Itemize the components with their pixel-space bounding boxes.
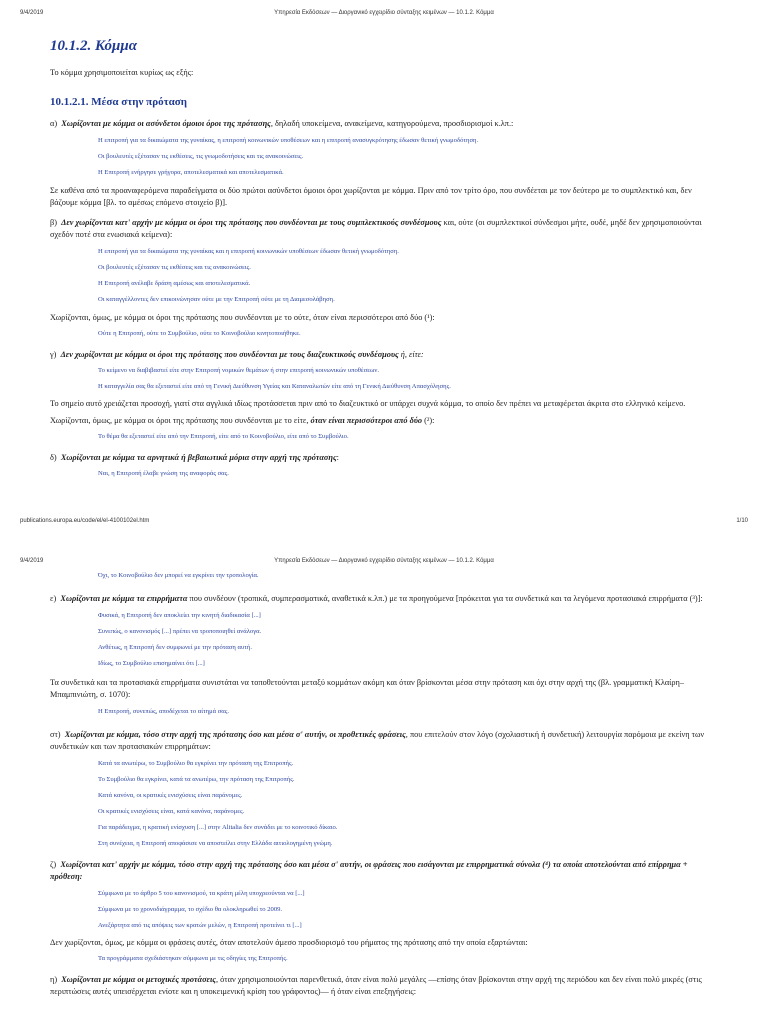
print-title: Υπηρεσία Εκδόσεων — Διοργανικό εγχειρίδιο σύνταξης κειμένων — 10.1.2. Κόμμα: [274, 10, 494, 16]
rule-e-note: Τα συνδετικά και τα προτασιακά επιρρήματα συνιστάται να τοποθετούνται μεταξύ κομμάτων ακόμη και όταν βρίσκονται μέσα στην πρόταση και όχι στην αρχή της (βλ. γραμματική Κλαίρη–Μπαμπινιώτη, σ. 1070):: [50, 678, 685, 699]
example-line: Το Συμβούλιο θα εγκρίνει, κατά τα ανωτέρω, την πρόταση της Επιτροπής.: [98, 776, 295, 783]
example-line: Κατά κανόνα, οι κρατικές ενισχύσεις είναι παράνομες.: [98, 792, 243, 799]
page-header: [20, 558, 748, 570]
example-line: Οι βουλευτές εξέτασαν τις εκθέσεις, τις γνωμοδοτήσεις και τις ανακοινώσεις.: [98, 153, 304, 160]
rule-a-label: α): [50, 119, 58, 128]
page-separator: [0, 528, 768, 548]
rule-b: [50, 217, 720, 241]
example-line: Η Επιτροπή ενήργησε γρήγορα, αποτελεσματικά και αποτελεσματικά.: [98, 169, 284, 176]
rule-z-note: Δεν χωρίζονται, όμως, με κόμμα οι φράσεις αυτές, όταν αποτελούν άμεσο προσδιορισμό του ρήματος της πρότασης από την οποία εξαρτώνται:: [50, 938, 528, 947]
example-line: Οι κρατικές ενισχύσεις είναι, κατά κανόνα, παράνομες.: [98, 808, 245, 815]
rule-z-label: ζ): [50, 860, 57, 869]
subsection-title: 10.1.2.1. Μέσα στην πρόταση: [50, 96, 188, 108]
example-line: Ναι, η Επιτροπή έλαβε γνώση της αναφοράς σας.: [98, 470, 229, 477]
rule-d-label: δ): [50, 453, 57, 462]
example-line: Το κείμενο να διαβιβαστεί είτε στην Επιτροπή νομικών θεμάτων ή στην επιτροπή κοινωνικών υποθέσεων.: [98, 367, 379, 374]
rule-g-note-2-b: όταν είναι περισσότεροι από δύο: [308, 416, 423, 425]
rule-st-rest: , που επιτελούν στον λόγο (σχολιαστική ή συνδετική) λειτουργία παρόμοια με εκείνη των συνδετικών και των προτασιακών επιρρημάτων:: [50, 730, 705, 751]
rule-h-rest: , όταν χρησιμοποιούνται παρενθετικά, όταν είναι πολύ μεγάλες —επίσης όταν βρίσκονται στην αρχή της περιόδου και δεν είναι πολύ μικρές (στις περιπτώσεις αυτές υπεισέρχεται ενίοτε και η υποκειμενική κρίση του γράφοντος)— ή όταν είναι επεξηγήσεις:: [50, 975, 702, 996]
rule-a-rest: , δηλαδή υποκείμενα, ανακείμενα, κατηγορούμενα, προσδιορισμοί κ.λπ.:: [270, 119, 514, 128]
example-line: Η καταγγελία σας θα εξεταστεί είτε από τη Γενική Διεύθυνση Υγείας και Καταναλωτών είτε από τη Γενική Διεύθυνση Απασχόλησης.: [98, 383, 451, 390]
rule-g-note: Το σημείο αυτό χρειάζεται προσοχή, γιατί στα αγγλικά ιδίως προτάσσεται πριν από το διαζευκτικό or υπάρχει συχνά κόμμα, το οποίο δεν πρέπει να μεταφέρεται άκριτα στο ελληνικό κείμενο.: [50, 399, 686, 408]
rule-g-rest: ή, είτε:: [398, 350, 424, 359]
rule-d-rest: :: [336, 453, 339, 462]
rule-h-label: η): [50, 975, 58, 984]
rule-b-note: Χωρίζονται, όμως, με κόμμα οι όροι της πρότασης που συνδέονται με το ούτε, όταν είναι περισσότεροι από δύο (¹):: [50, 313, 435, 322]
example-line: Κατά τα ανωτέρω, το Συμβούλιο θα εγκρίνει την πρόταση της Επιτροπής.: [98, 760, 294, 767]
print-date: 9/4/2019: [20, 10, 44, 16]
rule-g-note-2: [50, 415, 720, 427]
rule-b-rest: και, ούτε (οι συμπλεκτικοί σύνδεσμοι μήτε, ουδέ, μηδέ δεν χρησιμοποιούνται σχεδόν ποτέ στα ενωσιακά κείμενα):: [50, 218, 702, 239]
example-line: Ανθέτως, η Επιτροπή δεν συμφωνεί με την πρόταση αυτή.: [98, 644, 252, 651]
rule-st-bold: Χωρίζονται με κόμμα, τόσο στην αρχή της πρότασης όσο και μέσα σ' αυτήν, οι προθετικές φράσεις: [64, 730, 406, 739]
rule-b-label: β): [50, 218, 57, 227]
rule-e-bold: Χωρίζονται με κόμμα τα επιρρήματα: [60, 594, 188, 603]
rule-b-examples: [50, 247, 720, 305]
rule-h-bold: Χωρίζονται με κόμμα οι μετοχικές προτάσεις: [61, 975, 216, 984]
rule-a: [50, 118, 720, 130]
footnote-ref[interactable]: (²):: [422, 416, 435, 425]
example-line: Τα προγράμματα σχεδιάστηκαν σύμφωνα με τις οδηγίες της Επιτροπής.: [98, 955, 288, 962]
print-date: 9/4/2019: [20, 558, 44, 564]
rule-a-note: Σε καθένα από τα προαναφερόμενα παραδείγματα οι δύο πρώτοι ασύνδετοι όμοιοι όροι χωρίζονται με κόμμα. Πριν από τον τρίτο όρο, που συνδέεται με τον δεύτερο με το συμπλεκτικό και, δεν βάζουμε κόμμα [βλ. το αμέσως επόμενο στοιχείο β)].: [50, 186, 692, 207]
page-2-content: [50, 571, 720, 998]
rule-e-rest: που συνδέουν (τροπικά, συμπερασματικά, αναθετικά κ.λπ.) με τα προηγούμενα [πρόκειται για τα συνδετικά και τα λεγόμενα προτασιακά επιρρήματα (³)]:: [187, 594, 703, 603]
rule-d-bold: Χωρίζονται με κόμμα τα αρνητικά ή βεβαιωτικά μόρια στην αρχή της πρότασης: [60, 453, 337, 462]
example-line: Ιδίως, το Συμβούλιο επισημαίνει ότι [...]: [98, 660, 205, 667]
rule-e-examples: [50, 611, 720, 669]
example-line: Οι βουλευτές εξέτασαν τις εκθέσεις και τις ανακοινώσεις.: [98, 264, 251, 271]
example-line: Φυσικά, η Επιτροπή δεν αποκλείει την κινητή διαδικασία [...]: [98, 612, 261, 619]
rule-z-examples: [50, 889, 720, 931]
page-url[interactable]: publications.europa.eu/code/el/el-4100102el.htm: [20, 518, 150, 524]
page-number: 1/10: [736, 518, 748, 524]
example-line: Συνεπώς, ο κανονισμός [...] πρέπει να τροποποιηθεί ανάλογα.: [98, 628, 262, 635]
rule-e: [50, 593, 720, 605]
example-line: Για παράδειγμα, η κρατική ενίσχυση [...] στην Alitalia δεν συνάδει με το κοινοτικό δίκαιο.: [98, 824, 338, 831]
rule-e-label: ε): [50, 594, 57, 603]
rule-g: [50, 349, 720, 361]
example-line: Όχι, το Κοινοβούλιο δεν μπορεί να εγκρίνει την τροπολογία.: [98, 572, 259, 579]
example-line: Το θέμα θα εξεταστεί είτε από την Επιτροπή, είτε από το Κοινοβούλιο, είτε από το Συμβούλιο.: [98, 433, 349, 440]
rule-b-bold: Δεν χωρίζονται κατ' αρχήν με κόμμα οι όροι της πρότασης που συνδέονται με τους συμπλεκτικούς συνδέσμους: [61, 218, 442, 227]
page-header: [20, 10, 748, 22]
example-line: Σύμφωνα με το χρονοδιάγραμμα, το σχέδιο θα ολοκληρωθεί το 2009.: [98, 906, 283, 913]
rule-h: [50, 974, 720, 998]
example-line: Σύμφωνα με το άρθρο 5 του κανονισμού, τα κράτη μέλη υποχρεούνται να [...]: [98, 890, 305, 897]
example-line: Η Επιτροπή ανέλαβε δράση αμέσως και αποτελεσματικά.: [98, 280, 251, 287]
rule-st: [50, 729, 720, 753]
example-line: Οι καταγγέλλοντες δεν επικοινώνησαν ούτε με την Επιτροπή ούτε με τη Διαμεσολάβηση.: [98, 296, 335, 303]
example-line: Ούτε η Επιτροπή, ούτε το Συμβούλιο, ούτε το Κοινοβούλιο κινητοποιήθηκε.: [98, 330, 301, 337]
rule-g-note-2-a: Χωρίζονται, όμως, με κόμμα οι όροι της πρότασης που συνδέονται με το είτε,: [50, 416, 309, 425]
rule-a-examples: [50, 136, 720, 178]
rule-z-bold: Χωρίζονται κατ' αρχήν με κόμμα, τόσο στην αρχή της πρότασης όσο και μέσα σ' αυτήν, οι φράσεις που εισάγονται με επιρρηματικά σύνολα (⁴) τα οποία αποτελούνται από επίρρημα + πρόθεση:: [50, 860, 688, 881]
example-line: Ανεξάρτητα από τις απόψεις των κρατών μελών, η Επιτροπή προτείνει τι [...]: [98, 922, 302, 929]
section-title: 10.1.2. Κόμμα: [50, 38, 138, 54]
example-line: Στη συνέχεια, η Επιτροπή αποφάσισε να αποστείλει στην Ελλάδα αιτιολογημένη γνώμη.: [98, 840, 333, 847]
rule-a-bold: Χωρίζονται με κόμμα οι ασύνδετοι όμοιοι όροι της πρότασης: [61, 119, 271, 128]
page-footer: [20, 518, 748, 528]
print-title: Υπηρεσία Εκδόσεων — Διοργανικό εγχειρίδιο σύνταξης κειμένων — 10.1.2. Κόμμα: [274, 558, 494, 564]
intro-text: Το κόμμα χρησιμοποιείται κυρίως ως εξής:: [50, 68, 194, 77]
rule-g-examples: [50, 366, 720, 392]
rule-st-label: στ): [50, 730, 61, 739]
example-line: Η επιτροπή για τα δικαιώματα της γυναίκας και η επιτροπή κοινωνικών υποθέσεων έδωσαν θετική γνωμοδότηση.: [98, 248, 399, 255]
example-line: Η Επιτροπή, συνεπώς, αποδέχεται το αίτημά σας.: [98, 708, 230, 715]
example-line: Η επιτροπή για τα δικαιώματα της γυναίκας, η επιτροπή κοινωνικών υποθέσεων και η επιτροπή ανασυγκρότησης έδωσαν θετική γνωμοδότηση.: [98, 137, 479, 144]
page-1-content: [50, 38, 720, 479]
rule-d: [50, 452, 720, 464]
rule-g-bold: Δεν χωρίζονται με κόμμα οι όροι της πρότασης που συνδέονται με τους διαζευκτικούς συνδέσμους: [60, 350, 399, 359]
rule-st-examples: [50, 759, 720, 849]
rule-z: [50, 859, 720, 883]
rule-g-label: γ): [50, 350, 57, 359]
document-page-2: [0, 548, 768, 1024]
